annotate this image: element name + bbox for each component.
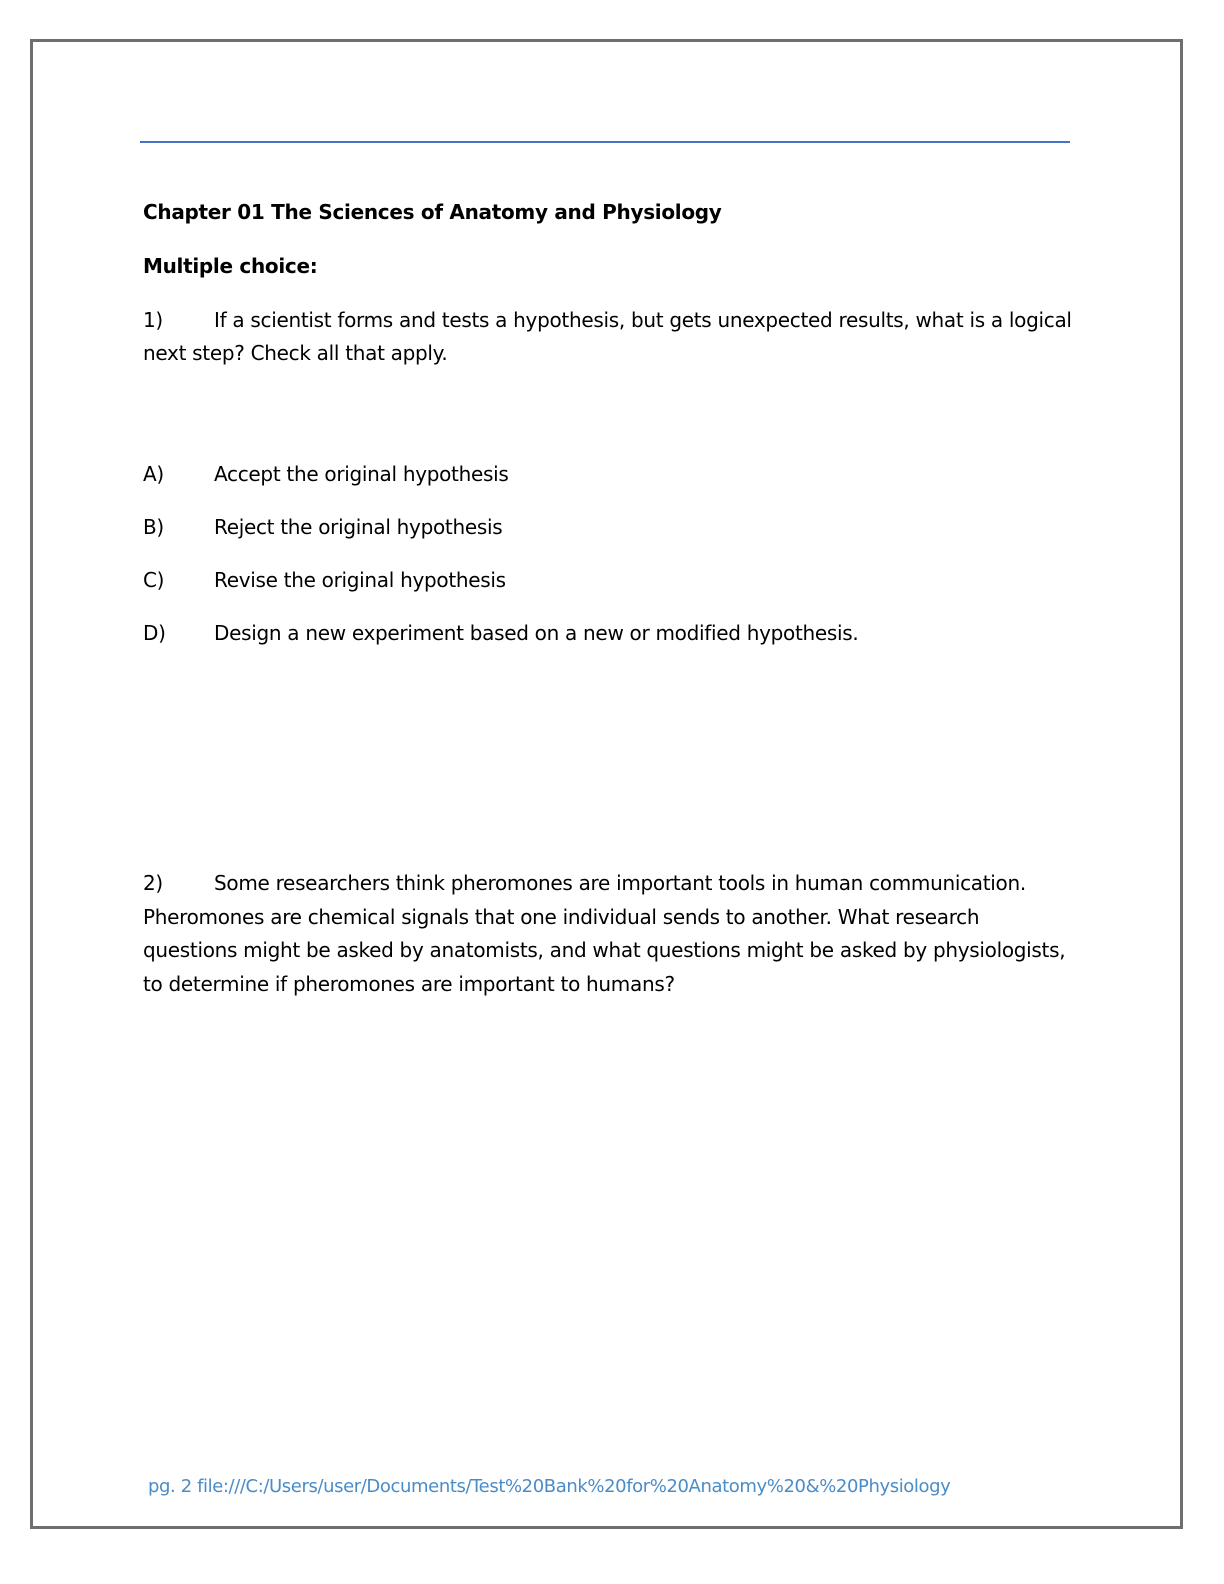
question-number: 1) bbox=[143, 308, 163, 332]
question-1 bbox=[143, 304, 1073, 370]
option-label: D) bbox=[143, 621, 166, 645]
option-text: Design a new experiment based on a new or modified hypothesis. bbox=[214, 621, 859, 645]
answer-options bbox=[143, 458, 1073, 650]
option-text: Accept the original hypothesis bbox=[214, 462, 509, 486]
option-text: Reject the original hypothesis bbox=[214, 515, 503, 539]
option-label: C) bbox=[143, 568, 165, 592]
page-footer: pg. 2 file:///C:/Users/user/Documents/Test%20Bank%20for%20Anatomy%20&%20Physiology bbox=[148, 1476, 951, 1497]
option-c bbox=[143, 564, 1073, 597]
option-a bbox=[143, 458, 1073, 491]
option-b bbox=[143, 511, 1073, 544]
option-d bbox=[143, 617, 1073, 650]
option-text: Revise the original hypothesis bbox=[214, 568, 506, 592]
question-number: 2) bbox=[143, 871, 163, 895]
option-label: B) bbox=[143, 515, 164, 539]
section-title: Multiple choice: bbox=[143, 254, 318, 278]
option-label: A) bbox=[143, 462, 164, 486]
question-2 bbox=[143, 867, 1073, 1001]
page-content bbox=[143, 196, 1073, 670]
question-text: Some researchers think pheromones are important tools in human communication. Pheromones are chemical signals that one individual sends to another. What research questions might be asked by anatomists, and what questions might be asked by physiologists, to determine if pheromones are important to humans? bbox=[143, 871, 1066, 996]
chapter-title: Chapter 01 The Sciences of Anatomy and Physiology bbox=[143, 200, 722, 224]
header-rule bbox=[140, 141, 1070, 143]
question-text: If a scientist forms and tests a hypothesis, but gets unexpected results, what is a logical next step? Check all that apply. bbox=[143, 308, 1072, 365]
